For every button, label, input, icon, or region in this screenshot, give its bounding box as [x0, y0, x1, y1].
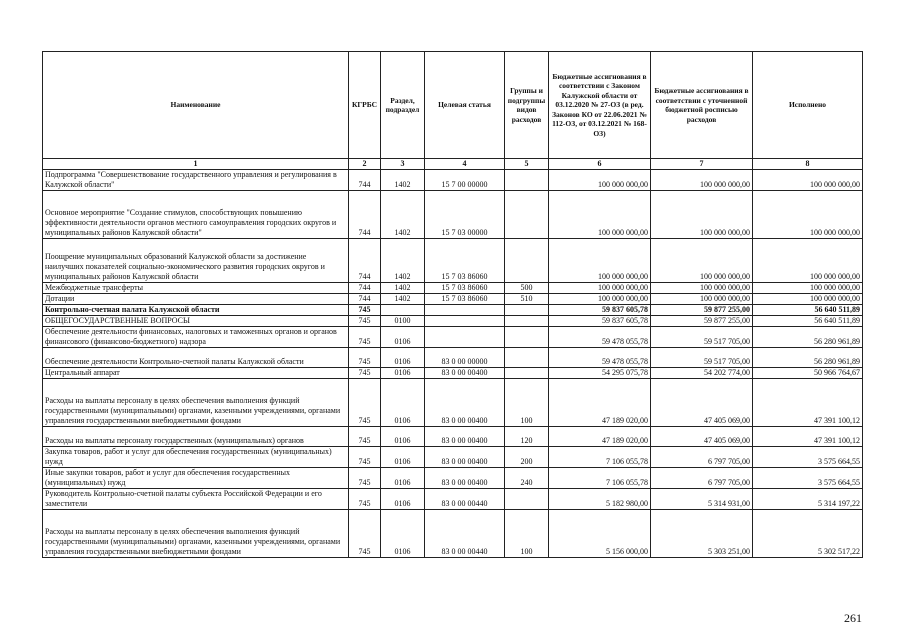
row-target: 83 0 00 00400 — [425, 447, 505, 468]
row-group: 100 — [505, 379, 549, 427]
column-number-row — [43, 159, 863, 170]
table-row — [43, 368, 863, 379]
header-assigned: Бюджетные ассигнования в соответствии с Законом Калужской области от 03.12.2020 № 27-ОЗ (в ред. Законов КО от 22.06.2021 № 112-ОЗ, от 03.12.2021 № 168-ОЗ) — [549, 52, 651, 159]
row-executed: 100 000 000,00 — [753, 294, 863, 305]
row-group: 200 — [505, 447, 549, 468]
row-section: 0106 — [381, 468, 425, 489]
row-name: Закупка товаров, работ и услуг для обеспечения государственных (муниципальных) нужд — [43, 447, 349, 468]
row-group — [505, 348, 549, 368]
row-group: 510 — [505, 294, 549, 305]
table-body — [43, 159, 863, 558]
row-executed: 56 280 961,89 — [753, 327, 863, 348]
table-row — [43, 379, 863, 427]
table-row — [43, 489, 863, 510]
row-assigned: 5 182 980,00 — [549, 489, 651, 510]
table-row — [43, 510, 863, 558]
row-kgrbs: 744 — [349, 191, 381, 239]
row-name: Подпрограмма "Совершенствование государственного управления и регулирования в Калужской области" — [43, 170, 349, 191]
row-name: Центральный аппарат — [43, 368, 349, 379]
row-executed: 100 000 000,00 — [753, 283, 863, 294]
row-target — [425, 327, 505, 348]
column-number: 8 — [753, 159, 863, 170]
row-section: 0106 — [381, 510, 425, 558]
table-row — [43, 191, 863, 239]
row-group: 500 — [505, 283, 549, 294]
row-executed: 47 391 100,12 — [753, 379, 863, 427]
row-kgrbs: 745 — [349, 468, 381, 489]
budget-execution-table — [42, 51, 863, 558]
row-refined: 6 797 705,00 — [651, 447, 753, 468]
table-row — [43, 447, 863, 468]
header-groups: Группы и подгруппы видов расходов — [505, 52, 549, 159]
row-assigned: 47 189 020,00 — [549, 379, 651, 427]
page-number: 261 — [844, 611, 862, 625]
row-kgrbs: 744 — [349, 239, 381, 283]
column-number: 7 — [651, 159, 753, 170]
row-assigned: 100 000 000,00 — [549, 170, 651, 191]
row-executed: 3 575 664,55 — [753, 447, 863, 468]
row-name: Иные закупки товаров, работ и услуг для обеспечения государственных (муниципальных) нужд — [43, 468, 349, 489]
row-section: 0106 — [381, 427, 425, 447]
row-name: Контрольно-счетная палата Калужской области — [43, 305, 349, 316]
header-row — [43, 52, 863, 159]
row-section: 0106 — [381, 368, 425, 379]
row-executed: 100 000 000,00 — [753, 170, 863, 191]
row-target: 15 7 03 00000 — [425, 191, 505, 239]
row-refined: 100 000 000,00 — [651, 283, 753, 294]
row-executed: 3 575 664,55 — [753, 468, 863, 489]
column-number: 6 — [549, 159, 651, 170]
column-number: 4 — [425, 159, 505, 170]
row-name: Поощрение муниципальных образований Калужской области за достижение наилучших показателей социально-экономического развития городских округов и муниципальных районов Калужской области — [43, 239, 349, 283]
row-section: 0106 — [381, 327, 425, 348]
row-target: 83 0 00 00400 — [425, 368, 505, 379]
header-section: Раздел, подраздел — [381, 52, 425, 159]
row-refined: 6 797 705,00 — [651, 468, 753, 489]
row-kgrbs: 744 — [349, 170, 381, 191]
row-refined: 100 000 000,00 — [651, 170, 753, 191]
row-refined: 47 405 069,00 — [651, 427, 753, 447]
row-target: 15 7 00 00000 — [425, 170, 505, 191]
row-section — [381, 305, 425, 316]
row-name: Расходы на выплаты персоналу в целях обеспечения выполнения функций государственными (муниципальными) органами, казенными учреждениями, органами управления государственными внебюджетными фондами — [43, 379, 349, 427]
row-target: 15 7 03 86060 — [425, 294, 505, 305]
row-target: 83 0 00 00400 — [425, 427, 505, 447]
row-target: 83 0 00 00400 — [425, 468, 505, 489]
row-kgrbs: 744 — [349, 283, 381, 294]
row-kgrbs: 745 — [349, 348, 381, 368]
row-kgrbs: 745 — [349, 316, 381, 327]
table-row — [43, 427, 863, 447]
row-assigned: 100 000 000,00 — [549, 239, 651, 283]
row-group — [505, 368, 549, 379]
row-kgrbs: 745 — [349, 327, 381, 348]
row-group — [505, 305, 549, 316]
row-group — [505, 170, 549, 191]
column-number: 1 — [43, 159, 349, 170]
row-name: Расходы на выплаты персоналу государственных (муниципальных) органов — [43, 427, 349, 447]
row-target: 83 0 00 00400 — [425, 379, 505, 427]
row-assigned: 100 000 000,00 — [549, 294, 651, 305]
row-section: 0106 — [381, 348, 425, 368]
row-kgrbs: 745 — [349, 489, 381, 510]
row-target: 83 0 00 00440 — [425, 489, 505, 510]
row-target: 83 0 00 00440 — [425, 510, 505, 558]
row-assigned: 59 478 055,78 — [549, 348, 651, 368]
row-executed: 5 302 517,22 — [753, 510, 863, 558]
row-assigned: 5 156 000,00 — [549, 510, 651, 558]
row-refined: 100 000 000,00 — [651, 191, 753, 239]
row-group: 100 — [505, 510, 549, 558]
table-row — [43, 468, 863, 489]
row-section: 0100 — [381, 316, 425, 327]
header-target: Целевая статья — [425, 52, 505, 159]
row-assigned: 59 478 055,78 — [549, 327, 651, 348]
row-executed: 100 000 000,00 — [753, 191, 863, 239]
row-refined: 47 405 069,00 — [651, 379, 753, 427]
table-row — [43, 316, 863, 327]
table-row — [43, 294, 863, 305]
row-refined: 59 517 705,00 — [651, 327, 753, 348]
row-refined: 54 202 774,00 — [651, 368, 753, 379]
row-executed: 50 966 764,67 — [753, 368, 863, 379]
row-group — [505, 239, 549, 283]
row-name: ОБЩЕГОСУДАРСТВЕННЫЕ ВОПРОСЫ — [43, 316, 349, 327]
row-refined: 59 877 255,00 — [651, 305, 753, 316]
row-kgrbs: 745 — [349, 510, 381, 558]
table-row — [43, 348, 863, 368]
row-executed: 56 640 511,89 — [753, 305, 863, 316]
row-group: 120 — [505, 427, 549, 447]
row-name: Обеспечение деятельности Контрольно-счетной палаты Калужской области — [43, 348, 349, 368]
row-assigned: 47 189 020,00 — [549, 427, 651, 447]
row-refined: 5 314 931,00 — [651, 489, 753, 510]
row-name: Обеспечение деятельности финансовых, налоговых и таможенных органов и органов финансового (финансово-бюджетного) надзора — [43, 327, 349, 348]
table-row — [43, 283, 863, 294]
row-assigned: 59 837 605,78 — [549, 316, 651, 327]
header-executed: Исполнено — [753, 52, 863, 159]
row-group — [505, 191, 549, 239]
row-section: 1402 — [381, 191, 425, 239]
row-section: 1402 — [381, 239, 425, 283]
header-refined: Бюджетные ассигнования в соответствии с уточненной бюджетной росписью расходов — [651, 52, 753, 159]
row-name: Межбюджетные трансферты — [43, 283, 349, 294]
row-assigned: 54 295 075,78 — [549, 368, 651, 379]
row-kgrbs: 744 — [349, 294, 381, 305]
row-refined: 59 517 705,00 — [651, 348, 753, 368]
row-refined: 59 877 255,00 — [651, 316, 753, 327]
column-number: 5 — [505, 159, 549, 170]
column-number: 2 — [349, 159, 381, 170]
row-assigned: 7 106 055,78 — [549, 468, 651, 489]
row-kgrbs: 745 — [349, 305, 381, 316]
row-assigned: 100 000 000,00 — [549, 283, 651, 294]
row-target: 83 0 00 00000 — [425, 348, 505, 368]
row-target: 15 7 03 86060 — [425, 283, 505, 294]
row-name: Основное мероприятие "Создание стимулов, способствующих повышению эффективности деятельности органов местного самоуправления городских округов и муниципальных районов Калужской области" — [43, 191, 349, 239]
row-assigned: 100 000 000,00 — [549, 191, 651, 239]
row-section: 1402 — [381, 283, 425, 294]
row-name: Руководитель Контрольно-счетной палаты субъекта Российской Федерации и его заместители — [43, 489, 349, 510]
table-row — [43, 305, 863, 316]
row-kgrbs: 745 — [349, 427, 381, 447]
row-kgrbs: 745 — [349, 379, 381, 427]
column-number: 3 — [381, 159, 425, 170]
row-kgrbs: 745 — [349, 368, 381, 379]
row-refined: 100 000 000,00 — [651, 239, 753, 283]
row-group: 240 — [505, 468, 549, 489]
row-executed: 56 280 961,89 — [753, 348, 863, 368]
row-refined: 5 303 251,00 — [651, 510, 753, 558]
row-executed: 47 391 100,12 — [753, 427, 863, 447]
row-assigned: 7 106 055,78 — [549, 447, 651, 468]
table-row — [43, 170, 863, 191]
row-name: Дотации — [43, 294, 349, 305]
row-target — [425, 316, 505, 327]
row-section: 0106 — [381, 379, 425, 427]
row-executed: 56 640 511,89 — [753, 316, 863, 327]
row-assigned: 59 837 605,78 — [549, 305, 651, 316]
row-group — [505, 489, 549, 510]
row-section: 0106 — [381, 489, 425, 510]
row-target — [425, 305, 505, 316]
table-row — [43, 239, 863, 283]
header-kgrbs: КГРБС — [349, 52, 381, 159]
row-refined: 100 000 000,00 — [651, 294, 753, 305]
row-kgrbs: 745 — [349, 447, 381, 468]
row-group — [505, 327, 549, 348]
header-name: Наименование — [43, 52, 349, 159]
table-row — [43, 327, 863, 348]
row-section: 1402 — [381, 170, 425, 191]
row-name: Расходы на выплаты персоналу в целях обеспечения выполнения функций государственными (муниципальными) органами, казенными учреждениями, органами управления государственными внебюджетными фондами — [43, 510, 349, 558]
row-section: 1402 — [381, 294, 425, 305]
row-section: 0106 — [381, 447, 425, 468]
row-group — [505, 316, 549, 327]
row-executed: 5 314 197,22 — [753, 489, 863, 510]
row-executed: 100 000 000,00 — [753, 239, 863, 283]
row-target: 15 7 03 86060 — [425, 239, 505, 283]
